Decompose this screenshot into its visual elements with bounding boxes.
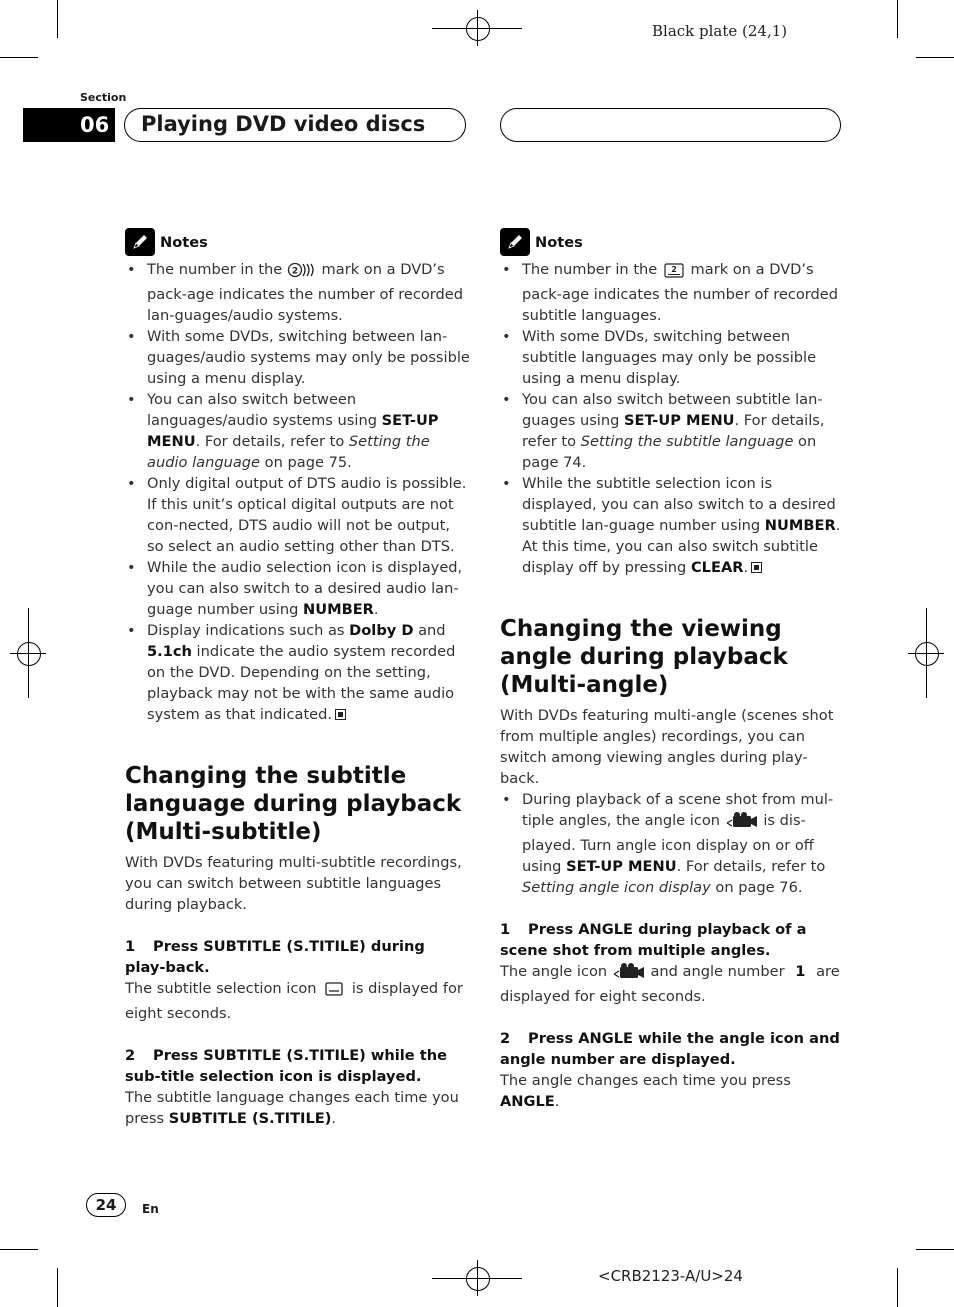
crop-mark	[0, 1249, 38, 1250]
list-item: • The number in the 2 mark on a DVD’s pack-age indicates the number of recorded subtitle languages.	[500, 259, 845, 326]
section-number-box	[23, 108, 115, 142]
language-label: En	[142, 1202, 159, 1216]
step-title: 2 Press SUBTITLE (S.TITILE) while the sub-title selection icon is displayed.	[125, 1047, 448, 1085]
pencil-icon	[125, 228, 155, 256]
angle-number: 1	[795, 963, 806, 980]
section-heading: Changing the subtitle language during playback (Multi-subtitle)	[125, 763, 462, 845]
list-item: • The number in the 2 mark on a DVD’s pack-age indicates the number of recorded lan-guages/audio systems.	[125, 259, 470, 326]
list-item: • While the subtitle selection icon is displayed, you can also switch to a desired subtitle lan-guage number using NUMBER. At this time, you can also switch subtitle display off by pressing CLEAR.	[500, 473, 845, 578]
angle-bullets	[500, 789, 845, 898]
section-title: Playing DVD video discs	[141, 112, 426, 136]
registration-circle	[466, 1267, 490, 1291]
list-item: • Display indications such as Dolby D and 5.1ch indicate the audio system recorded on the DVD. Depending on the setting, playback may not be with the same audio system as that indicated.	[125, 620, 470, 725]
crop-mark	[897, 0, 898, 38]
section-intro: With DVDs featuring multi-angle (scenes shot from multiple angles) recordings, you can switch among viewing angles during play-back.	[500, 707, 834, 787]
list-item: • While the audio selection icon is displayed, you can also switch to a desired audio lan-guage number using NUMBER.	[125, 557, 470, 620]
subtitle-languages-mark-icon	[662, 262, 686, 284]
subtitle-selection-icon	[321, 981, 347, 1003]
step-body: The angle changes each time you press ANGLE.	[500, 1072, 791, 1110]
step-body: The subtitle selection icon is displayed for eight seconds.	[125, 980, 463, 1022]
svg-text:2: 2	[291, 266, 299, 277]
left-section	[125, 762, 470, 1129]
crop-mark	[897, 1268, 898, 1307]
pencil-icon	[500, 228, 530, 256]
angle-camera-icon	[725, 811, 759, 835]
list-item: • Only digital output of DTS audio is possible. If this unit’s optical digital outputs are not con-nected, DTS audio will not be output, so select an audio setting other than DTS.	[125, 473, 470, 557]
section-intro: With DVDs featuring multi-subtitle recordings, you can switch between subtitle languages during playback.	[125, 854, 462, 913]
registration-circle	[466, 17, 490, 41]
notes-list	[125, 259, 470, 725]
step-body: The subtitle language changes each time you press SUBTITLE (S.TITILE).	[125, 1089, 459, 1127]
stop-mark-icon	[335, 709, 346, 720]
document-code: <CRB2123-A/U>24	[598, 1267, 743, 1285]
svg-text:2: 2	[671, 265, 677, 274]
section-label: Section	[80, 91, 127, 104]
list-item: • You can also switch between subtitle lan-guages using SET-UP MENU. For details, refer to Setting the subtitle language on page 74.	[500, 389, 845, 473]
header-empty-pill	[500, 108, 841, 142]
right-column	[500, 227, 845, 578]
list-item: • During playback of a scene shot from mul-tiple angles, the angle icon is dis-played. Turn angle icon display on or off using SET-UP MENU. For details, refer to Setting angle icon display on page 76.	[500, 789, 845, 898]
plate-label: Black plate (24,1)	[652, 22, 788, 40]
section-heading: Changing the viewing angle during playback (Multi-angle)	[500, 616, 788, 698]
list-item: • With some DVDs, switching between subtitle languages may only be possible using a menu display.	[500, 326, 845, 389]
registration-circle	[915, 642, 939, 666]
notes-title: Notes	[535, 233, 583, 251]
step-title: 1 Press ANGLE during playback of a scene shot from multiple angles.	[500, 921, 807, 959]
step-body: The angle icon and angle number 1 are displayed for eight seconds.	[500, 963, 840, 1005]
list-item: • With some DVDs, switching between lan-guages/audio systems may only be possible using a menu display.	[125, 326, 470, 389]
crop-mark	[916, 57, 954, 58]
notes-list	[500, 259, 845, 578]
notes-title: Notes	[160, 233, 208, 251]
right-section	[500, 615, 845, 1112]
notes-header	[125, 227, 470, 257]
crop-mark	[57, 1268, 58, 1307]
page-number: 24	[86, 1193, 126, 1217]
crop-mark	[0, 57, 38, 58]
stop-mark-icon	[751, 562, 762, 573]
section-title-pill	[124, 108, 466, 142]
audio-languages-mark-icon	[287, 262, 317, 284]
registration-circle	[17, 642, 41, 666]
step-title: 2 Press ANGLE while the angle icon and angle number are displayed.	[500, 1030, 840, 1068]
left-column	[125, 227, 470, 725]
step-title: 1 Press SUBTITLE (S.TITILE) during play-back.	[125, 938, 425, 976]
list-item: • You can also switch between languages/audio systems using SET-UP MENU. For details, refer to Setting the audio language on page 75.	[125, 389, 470, 473]
crop-mark	[916, 1249, 954, 1250]
angle-camera-icon	[612, 962, 646, 986]
crop-mark	[57, 0, 58, 38]
notes-header	[500, 227, 845, 257]
section-number: 06	[80, 113, 110, 137]
